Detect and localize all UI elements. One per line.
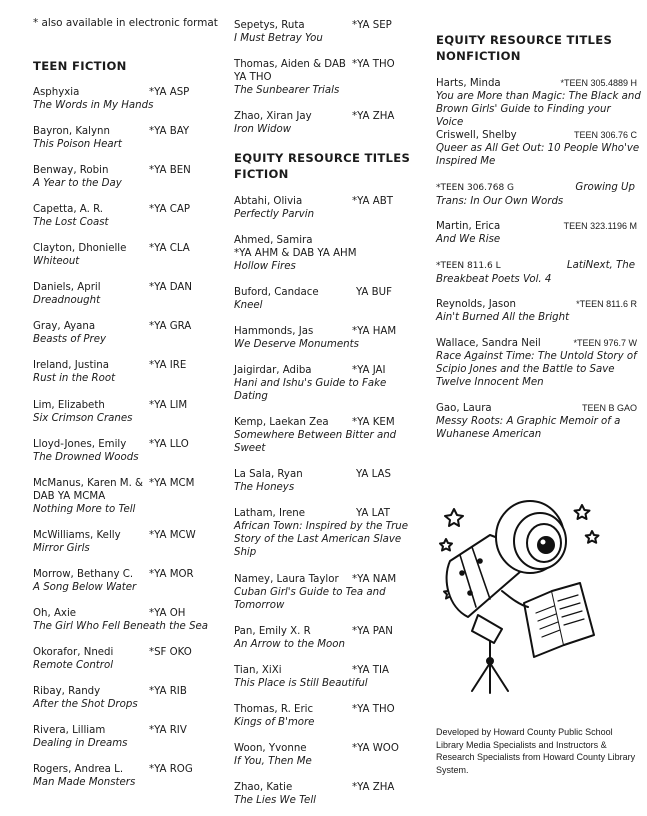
call-number: *TEEN 306.768 G (436, 183, 515, 193)
list-item (33, 242, 223, 268)
list-item (33, 646, 223, 672)
call-number: *YA THO (352, 704, 395, 715)
book-title: Growing Up (575, 182, 635, 193)
list-item (234, 325, 422, 351)
call-number: TEEN 323.1196 M (563, 221, 637, 231)
book-title: Dealing in Dreams (33, 738, 128, 749)
book-title: A Song Below Water (33, 582, 137, 593)
call-number: YA BUF (356, 287, 392, 298)
book-title: Breakbeat Poets Vol. 4 (436, 274, 552, 285)
call-number: *YA PAN (352, 626, 393, 637)
author: Rogers, Andrea L. (33, 764, 124, 775)
list-item (436, 259, 641, 286)
call-number: *YA HAM (352, 326, 397, 337)
author: Gao, Laura (436, 403, 492, 414)
author: Morrow, Bethany C. (33, 569, 134, 580)
book-title: African Town: Inspired by the True Story of the Last American Slave Ship (234, 521, 409, 558)
call-number: *YA AHM & DAB YA AHM (234, 248, 357, 259)
teen-fiction-heading: TEEN FICTION (33, 59, 127, 73)
call-number: *YA GRA (149, 321, 192, 332)
credits-text: Developed by Howard County Public School Library Media Specialists and Instructors & Research Specialists from Howard County Library System. (436, 727, 636, 775)
call-number: TEEN 306.76 C (573, 130, 637, 140)
call-and-title-lead (436, 181, 641, 195)
author: Thomas, Aiden & DAB YA THO (234, 59, 346, 83)
author: Daniels, April (33, 282, 101, 293)
author: Rivera, Lilliam (33, 725, 106, 736)
heading-line: FICTION (234, 167, 289, 181)
author: Gray, Ayana (33, 321, 96, 332)
list-item (234, 781, 422, 807)
call-number: *YA BEN (149, 165, 191, 176)
book-title: Iron Widow (234, 124, 292, 135)
star-icon (445, 509, 463, 526)
equity-fiction-heading (234, 150, 410, 182)
call-number: *TEEN 811.6 L (436, 261, 501, 271)
list-item (33, 685, 223, 711)
list-item (234, 19, 422, 45)
call-number: *YA SEP (352, 20, 392, 31)
call-number: YA LAS (356, 469, 391, 480)
call-number: TEEN B GAO (581, 403, 637, 413)
book-title: The Honeys (234, 482, 295, 493)
list-item (436, 181, 641, 208)
author: McWilliams, Kelly (33, 530, 121, 541)
book-title: Kings of B'more (234, 717, 315, 728)
author: Ireland, Justina (33, 360, 110, 371)
book-title: Mirror Girls (33, 543, 90, 554)
list-item (436, 129, 641, 168)
star-icon (575, 505, 590, 519)
author: Pan, Emily X. R (234, 626, 311, 637)
book-title: Perfectly Parvin (234, 209, 315, 220)
book-title: Rust in the Root (33, 373, 116, 384)
star-icon (586, 531, 599, 543)
call-number: *YA RIB (149, 686, 187, 697)
book-title: This Place is Still Beautiful (234, 678, 368, 689)
electronic-format-note: * also available in electronic format (33, 17, 218, 29)
list-item (234, 625, 422, 651)
list-item (33, 529, 223, 555)
author: Ribay, Randy (33, 686, 101, 697)
book-title: Messy Roots: A Graphic Memoir of a Wuhanese American (436, 416, 621, 440)
heading-line: EQUITY RESOURCE TITLES (436, 33, 613, 47)
author: Hammonds, Jas (234, 326, 314, 337)
list-item (234, 468, 422, 494)
author: Ahmed, Samira (234, 235, 313, 246)
star-icon (440, 539, 452, 551)
call-number: *YA MCW (149, 530, 196, 541)
author: McManus, Karen M. & DAB YA MCMA (33, 478, 144, 502)
call-number: *YA JAI (352, 365, 386, 376)
call-number: *TEEN 305.4889 H (560, 78, 637, 88)
book-title: Hollow Fires (234, 261, 296, 272)
list-item (234, 195, 422, 221)
author: Asphyxia (33, 87, 80, 98)
call-and-title-lead (436, 259, 641, 273)
book-title: Queer as All Get Out: 10 People Who've Inspired Me (436, 143, 640, 167)
list-item (436, 298, 641, 324)
call-number: *YA IRE (149, 360, 187, 371)
call-number: *YA THO (352, 59, 395, 70)
call-number: *YA KEM (352, 417, 395, 428)
list-item (234, 364, 422, 403)
list-item (33, 359, 223, 385)
author: Martin, Erica (436, 221, 501, 232)
list-item (33, 203, 223, 229)
author: Wallace, Sandra Neil (436, 338, 541, 349)
book-title: Nothing More to Tell (33, 504, 136, 515)
call-number: *YA ASP (149, 87, 190, 98)
book-title: Somewhere Between Bitter and Sweet (234, 430, 397, 454)
list-item (33, 164, 223, 190)
call-number: *SF OKO (149, 647, 192, 658)
equity-nonfiction-heading (436, 32, 612, 64)
book-title: An Arrow to the Moon (234, 639, 345, 650)
list-item (33, 477, 223, 516)
author: La Sala, Ryan (234, 469, 303, 480)
call-number: *YA RIV (149, 725, 187, 736)
author: Criswell, Shelby (436, 130, 517, 141)
author: Buford, Candace (234, 287, 319, 298)
book-title: And We Rise (436, 234, 501, 245)
book-title: Whiteout (33, 256, 80, 267)
call-number: *YA ZHA (352, 111, 395, 122)
author: Jaigirdar, Adiba (234, 365, 312, 376)
book-title: The Lost Coast (33, 217, 109, 228)
book-title: The Sunbearer Trials (234, 85, 340, 96)
list-item (33, 281, 223, 307)
call-number: *YA LLO (149, 439, 189, 450)
call-number: *YA OH (149, 608, 186, 619)
list-item (234, 742, 422, 768)
list-item (33, 125, 223, 151)
list-item (436, 402, 641, 441)
call-number: *YA WOO (352, 743, 399, 754)
list-item (33, 568, 223, 594)
author: Zhao, Xiran Jay (234, 111, 312, 122)
book-title: The Girl Who Fell Beneath the Sea (33, 621, 209, 632)
list-item (436, 220, 641, 246)
call-number: *TEEN 976.7 W (573, 338, 637, 348)
call-number: *YA MOR (149, 569, 194, 580)
list-item (33, 438, 223, 464)
author: Latham, Irene (234, 508, 305, 519)
call-number: *YA MCM (149, 478, 195, 489)
author: Benway, Robin (33, 165, 109, 176)
list-item (33, 763, 223, 789)
book-title: Cuban Girl's Guide to Tea and Tomorrow (234, 587, 386, 611)
author: Clayton, Dhonielle (33, 243, 127, 254)
book-title: A Year to the Day (33, 178, 122, 189)
book-title: Six Crimson Cranes (33, 413, 133, 424)
book-title: After the Shot Drops (33, 699, 138, 710)
list-item (33, 86, 223, 112)
list-item (33, 607, 223, 633)
call-number: *YA TIA (352, 665, 389, 676)
author: Lloyd-Jones, Emily (33, 439, 127, 450)
book-title: Race Against Time: The Untold Story of Scipio Jones and the Battle to Save Twelve Innocent Men (436, 351, 637, 388)
book-title: The Drowned Woods (33, 452, 139, 463)
book-title: The Lies We Tell (234, 795, 316, 806)
list-item (33, 724, 223, 750)
telescope-reading-illustration (432, 495, 622, 695)
author: Abtahi, Olivia (234, 196, 303, 207)
call-number: *YA BAY (149, 126, 190, 137)
book-title: Beasts of Prey (33, 334, 107, 345)
book-title: You are More than Magic: The Black and Brown Girls' Guide to Finding your Voice (436, 91, 641, 128)
author: Harts, Minda (436, 78, 501, 89)
list-item (234, 507, 422, 559)
book-title: This Poison Heart (33, 139, 122, 150)
list-item (234, 703, 422, 729)
author: Namey, Laura Taylor (234, 574, 339, 585)
book-title: I Must Betray You (234, 33, 323, 44)
author: Okorafor, Nnedi (33, 647, 114, 658)
author: Woon, Yvonne (234, 743, 307, 754)
author: Kemp, Laekan Zea (234, 417, 329, 428)
book-title: Trans: In Our Own Words (436, 196, 564, 207)
heading-line: NONFICTION (436, 49, 521, 63)
list-item (436, 77, 641, 129)
author: Bayron, Kalynn (33, 126, 110, 137)
call-number: *YA CLA (149, 243, 190, 254)
call-number: *YA LIM (149, 400, 188, 411)
call-number: *YA DAN (149, 282, 192, 293)
author: Tian, XiXi (234, 665, 282, 676)
list-item (436, 337, 641, 389)
book-title: Dreadnought (33, 295, 101, 306)
list-item (234, 58, 422, 97)
book-title: Hani and Ishu's Guide to Fake Dating (234, 378, 387, 402)
author: Oh, Axie (33, 608, 77, 619)
book-title: The Words in My Hands (33, 100, 154, 111)
book-title: Remote Control (33, 660, 114, 671)
author: Capetta, A. R. (33, 204, 104, 215)
author: Sepetys, Ruta (234, 20, 305, 31)
call-number: *YA ZHA (352, 782, 395, 793)
call-number: *YA NAM (352, 574, 397, 585)
list-item (234, 110, 422, 136)
list-item (234, 664, 422, 690)
book-title: If You, Then Me (234, 756, 312, 767)
book-title: LatiNext, The (566, 260, 635, 271)
author: Thomas, R. Eric (234, 704, 314, 715)
book-title: Ain't Burned All the Bright (436, 312, 570, 323)
book-title: Man Made Monsters (33, 777, 136, 788)
author: Lim, Elizabeth (33, 400, 105, 411)
call-number: *YA ROG (149, 764, 193, 775)
call-number: *YA ABT (352, 196, 393, 207)
heading-line: EQUITY RESOURCE TITLES (234, 151, 411, 165)
author: Zhao, Katie (234, 782, 293, 793)
call-number: *TEEN 811.6 R (576, 299, 637, 309)
list-item (234, 234, 422, 273)
call-number: YA LAT (356, 508, 390, 519)
list-item (33, 399, 223, 425)
book-title: We Deserve Monuments (234, 339, 359, 350)
call-number: *YA CAP (149, 204, 190, 215)
list-item (234, 286, 422, 312)
author: Reynolds, Jason (436, 299, 516, 310)
list-item (33, 320, 223, 346)
list-item (234, 416, 422, 455)
list-item (234, 573, 422, 612)
book-title: Kneel (234, 300, 263, 311)
